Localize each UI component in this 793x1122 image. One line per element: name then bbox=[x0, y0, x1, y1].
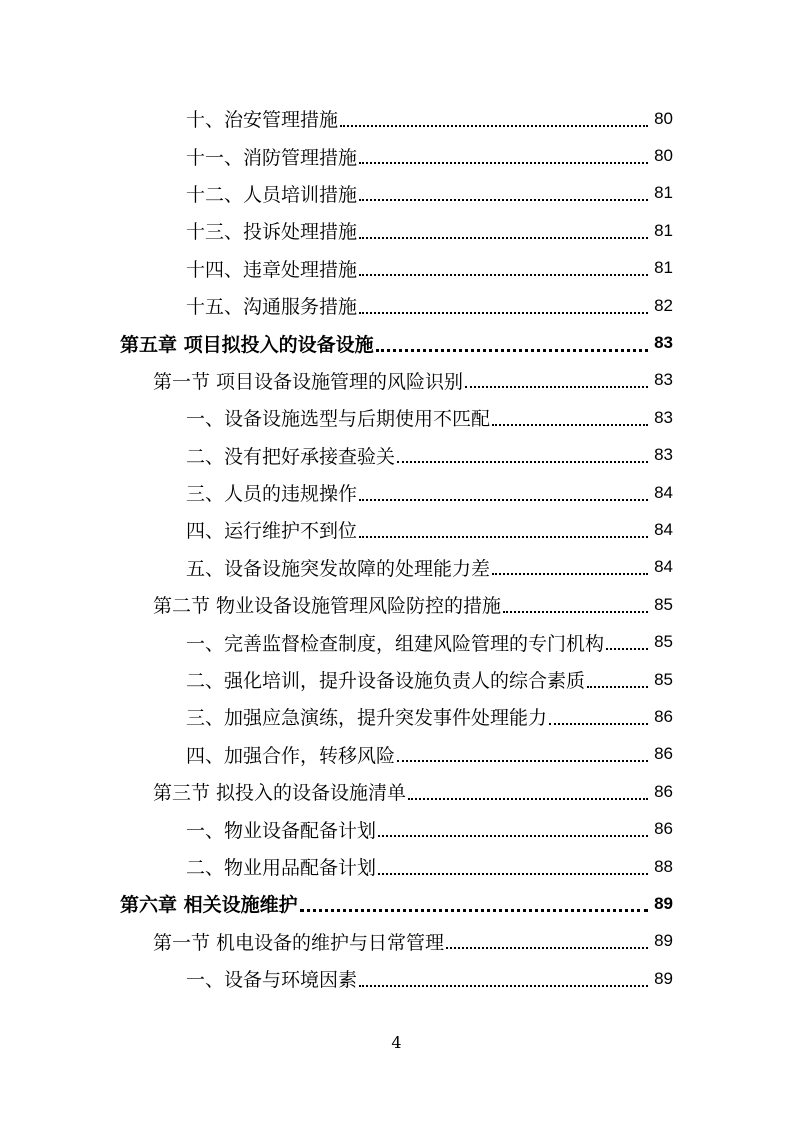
dot-leader bbox=[359, 536, 648, 538]
toc-entry-title: 四、运行维护不到位 bbox=[186, 520, 358, 543]
toc-chapter-entry[interactable] bbox=[0, 885, 793, 922]
toc-entry-title: 第三节 拟投入的设备设施清单 bbox=[153, 782, 407, 805]
toc-entry-page: 86 bbox=[654, 706, 673, 726]
dot-leader bbox=[378, 873, 648, 875]
toc-entry[interactable] bbox=[0, 960, 793, 997]
toc-entry[interactable] bbox=[0, 736, 793, 773]
toc-chapter-entry[interactable] bbox=[0, 324, 793, 361]
toc-entry[interactable] bbox=[0, 212, 793, 249]
dot-leader bbox=[606, 648, 648, 650]
toc-entry-page: 86 bbox=[654, 744, 673, 764]
toc-entry-page: 89 bbox=[654, 968, 673, 988]
toc-entry-title: 十一、消防管理措施 bbox=[186, 146, 358, 169]
dot-leader bbox=[397, 760, 648, 762]
toc-entry-page: 85 bbox=[654, 594, 673, 614]
toc-entry-title: 一、物业设备配备计划 bbox=[186, 819, 377, 842]
toc-entry-title: 第五章 项目拟投入的设备设施 bbox=[120, 333, 374, 356]
toc-entry-title: 一、设备设施选型与后期使用不匹配 bbox=[186, 408, 491, 431]
toc-entry-title: 第六章 相关设施维护 bbox=[120, 894, 298, 917]
dot-leader bbox=[340, 125, 648, 127]
toc-entry[interactable] bbox=[0, 848, 793, 885]
toc-entry-page: 83 bbox=[654, 407, 673, 427]
toc-entry-page: 81 bbox=[654, 183, 673, 203]
dot-leader bbox=[465, 386, 648, 388]
toc-entry-page: 80 bbox=[654, 108, 673, 128]
toc-entry[interactable] bbox=[0, 399, 793, 436]
toc-entry-title: 一、设备与环境因素 bbox=[186, 969, 358, 992]
dot-leader bbox=[492, 573, 648, 575]
dot-leader bbox=[359, 199, 648, 201]
dot-leader bbox=[492, 424, 648, 426]
dot-leader bbox=[549, 723, 648, 725]
dot-leader bbox=[408, 798, 648, 800]
toc-entry-title: 第二节 物业设备设施管理风险防控的措施 bbox=[153, 595, 502, 618]
toc-entry-page: 86 bbox=[654, 781, 673, 801]
toc-entry[interactable] bbox=[0, 810, 793, 847]
toc-entry-page: 88 bbox=[654, 856, 673, 876]
toc-entry[interactable] bbox=[0, 698, 793, 735]
toc-entry-page: 84 bbox=[654, 519, 673, 539]
toc-section-entry[interactable] bbox=[0, 923, 793, 960]
toc-section-entry[interactable] bbox=[0, 773, 793, 810]
toc-entry[interactable] bbox=[0, 137, 793, 174]
toc-entry-page: 81 bbox=[654, 220, 673, 240]
dot-leader bbox=[446, 947, 648, 949]
dot-leader bbox=[300, 909, 648, 912]
dot-leader bbox=[359, 237, 648, 239]
table-of-contents bbox=[0, 100, 793, 997]
toc-entry-title: 十五、沟通服务措施 bbox=[186, 296, 358, 319]
toc-entry[interactable] bbox=[0, 175, 793, 212]
dot-leader bbox=[587, 686, 648, 688]
toc-entry-title: 三、加强应急演练，提升突发事件处理能力 bbox=[186, 707, 548, 730]
dot-leader bbox=[359, 985, 648, 987]
toc-entry-page: 83 bbox=[654, 370, 673, 390]
toc-entry[interactable] bbox=[0, 511, 793, 548]
toc-entry-title: 一、完善监督检查制度，组建风险管理的专门机构 bbox=[186, 632, 605, 655]
toc-entry-page: 84 bbox=[654, 557, 673, 577]
toc-entry[interactable] bbox=[0, 250, 793, 287]
toc-entry-title: 第一节 项目设备设施管理的风险识别 bbox=[153, 370, 464, 393]
dot-leader bbox=[359, 499, 648, 501]
dot-leader bbox=[378, 835, 648, 837]
dot-leader bbox=[359, 162, 648, 164]
toc-entry-title: 十二、人员培训措施 bbox=[186, 183, 358, 206]
toc-entry-page: 85 bbox=[654, 669, 673, 689]
toc-entry-title: 第一节 机电设备的维护与日常管理 bbox=[153, 931, 445, 954]
toc-entry-title: 十三、投诉处理措施 bbox=[186, 221, 358, 244]
toc-entry[interactable] bbox=[0, 100, 793, 137]
dot-leader bbox=[503, 611, 648, 613]
toc-section-entry[interactable] bbox=[0, 586, 793, 623]
toc-entry-page: 85 bbox=[654, 632, 673, 652]
dot-leader bbox=[376, 349, 648, 352]
dot-leader bbox=[397, 461, 648, 463]
dot-leader bbox=[359, 274, 648, 276]
toc-entry-page: 81 bbox=[654, 258, 673, 278]
toc-entry[interactable] bbox=[0, 437, 793, 474]
toc-entry-page: 83 bbox=[654, 445, 673, 465]
toc-entry-title: 二、没有把好承接查验关 bbox=[186, 445, 396, 468]
toc-entry-page: 84 bbox=[654, 482, 673, 502]
toc-entry-title: 五、设备设施突发故障的处理能力差 bbox=[186, 557, 491, 580]
toc-entry-title: 二、强化培训，提升设备设施负责人的综合素质 bbox=[186, 670, 586, 693]
toc-entry-page: 82 bbox=[654, 295, 673, 315]
toc-entry-title: 二、物业用品配备计划 bbox=[186, 857, 377, 879]
toc-entry[interactable] bbox=[0, 474, 793, 511]
toc-entry-title: 四、加强合作，转移风险 bbox=[186, 744, 396, 767]
toc-entry[interactable] bbox=[0, 549, 793, 586]
toc-section-entry[interactable] bbox=[0, 362, 793, 399]
toc-entry-page: 89 bbox=[654, 893, 673, 913]
toc-entry-title: 三、人员的违规操作 bbox=[186, 483, 358, 506]
dot-leader bbox=[359, 312, 648, 314]
toc-entry-title: 十、治安管理措施 bbox=[186, 109, 339, 132]
toc-entry-page: 80 bbox=[654, 146, 673, 166]
toc-entry[interactable] bbox=[0, 287, 793, 324]
toc-entry-page: 86 bbox=[654, 819, 673, 839]
toc-entry[interactable] bbox=[0, 623, 793, 660]
toc-entry[interactable] bbox=[0, 661, 793, 698]
page-number: 4 bbox=[391, 1033, 402, 1052]
toc-entry-page: 83 bbox=[654, 333, 673, 353]
toc-entry-title: 十四、违章处理措施 bbox=[186, 258, 358, 281]
toc-entry-page: 89 bbox=[654, 931, 673, 951]
